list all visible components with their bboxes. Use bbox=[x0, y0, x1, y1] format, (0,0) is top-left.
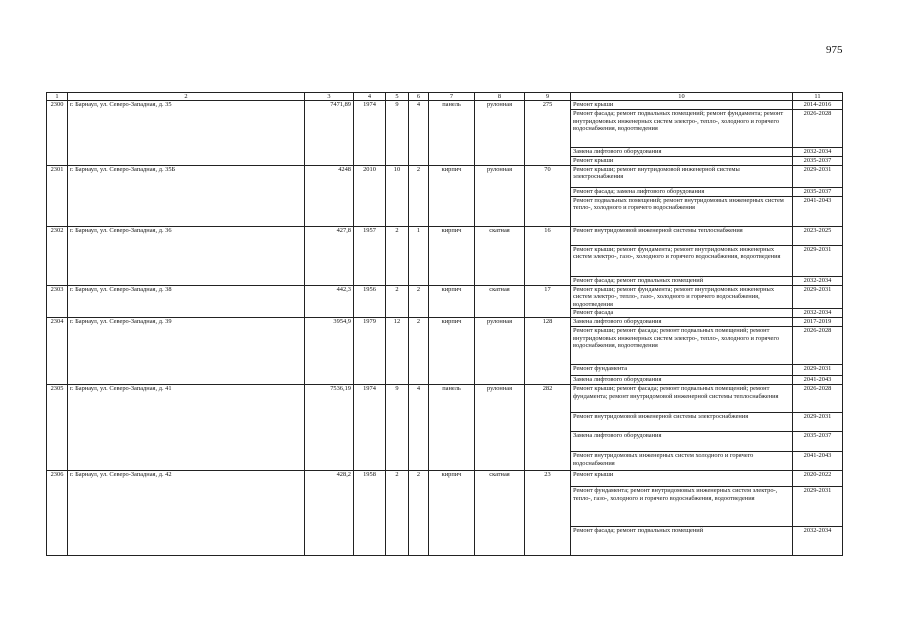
work-period: 2014-2016 bbox=[793, 101, 843, 110]
column-number: 3 bbox=[305, 93, 354, 101]
floors-cell: 9 bbox=[386, 101, 409, 166]
table-row bbox=[47, 101, 843, 110]
entrances-cell: 4 bbox=[409, 101, 429, 166]
work-period: 2020-2022 bbox=[793, 470, 843, 486]
work-period: 2029-2031 bbox=[793, 245, 843, 276]
work-period: 2017-2019 bbox=[793, 318, 843, 327]
entrances-cell: 1 bbox=[409, 226, 429, 285]
address-cell: г. Барнаул, ул. Северо-Западная, д. 39 bbox=[68, 318, 305, 385]
roof-type-cell: рулонная bbox=[475, 101, 525, 166]
row-number: 2306 bbox=[47, 470, 68, 555]
column-number: 11 bbox=[793, 93, 843, 101]
roof-type-cell: скатная bbox=[475, 226, 525, 285]
entrances-cell: 4 bbox=[409, 384, 429, 470]
work-period: 2029-2031 bbox=[793, 486, 843, 526]
work-description: Ремонт крыши bbox=[571, 101, 793, 110]
year-cell: 1957 bbox=[354, 226, 386, 285]
area-cell: 442,3 bbox=[305, 285, 354, 318]
table-row bbox=[47, 165, 843, 187]
roof-type-cell: рулонная bbox=[475, 384, 525, 470]
work-description: Ремонт крыши; ремонт внутридомовой инженерной системы электроснабжения bbox=[571, 165, 793, 187]
work-description: Замена лифтового оборудования bbox=[571, 318, 793, 327]
wall-material-cell: кирпич bbox=[429, 470, 475, 555]
work-description: Ремонт фасада; ремонт подвальных помещений; ремонт фундамента; ремонт внутридомовых инженерных систем электро-, тепло-, холодного и горячего водоснабжения, водоотведения bbox=[571, 110, 793, 148]
column-9-cell: 128 bbox=[525, 318, 571, 385]
work-period: 2029-2031 bbox=[793, 412, 843, 431]
column-number: 7 bbox=[429, 93, 475, 101]
work-period: 2035-2037 bbox=[793, 157, 843, 166]
row-number: 2300 bbox=[47, 101, 68, 166]
work-period: 2032-2034 bbox=[793, 148, 843, 157]
entrances-cell: 2 bbox=[409, 470, 429, 555]
table-row bbox=[47, 384, 843, 412]
table-row bbox=[47, 470, 843, 486]
entrances-cell: 2 bbox=[409, 318, 429, 385]
work-description: Ремонт фасада; ремонт подвальных помещений bbox=[571, 526, 793, 555]
address-cell: г. Барнаул, ул. Северо-Западная, д. 42 bbox=[68, 470, 305, 555]
area-cell: 7536,19 bbox=[305, 384, 354, 470]
work-description: Ремонт крыши; ремонт фундамента; ремонт внутридомовых инженерных систем электро-, тепло-, газо-, холодного и горячего водоснабжения, водоотведения bbox=[571, 285, 793, 309]
entrances-cell: 2 bbox=[409, 285, 429, 318]
table-row bbox=[47, 285, 843, 309]
work-description: Ремонт внутридомовой инженерной системы электроснабжения bbox=[571, 412, 793, 431]
year-cell: 1979 bbox=[354, 318, 386, 385]
wall-material-cell: кирпич bbox=[429, 285, 475, 318]
work-description: Ремонт внутридомовых инженерных систем холодного и горячего водоснабжения bbox=[571, 451, 793, 470]
roof-type-cell: рулонная bbox=[475, 318, 525, 385]
wall-material-cell: кирпич bbox=[429, 318, 475, 385]
work-description: Замена лифтового оборудования bbox=[571, 148, 793, 157]
work-period: 2035-2037 bbox=[793, 187, 843, 196]
work-period: 2029-2031 bbox=[793, 285, 843, 309]
work-period: 2041-2043 bbox=[793, 451, 843, 470]
table-row bbox=[47, 318, 843, 327]
work-period: 2029-2031 bbox=[793, 364, 843, 375]
table-body bbox=[47, 101, 843, 556]
roof-type-cell: рулонная bbox=[475, 165, 525, 226]
work-period: 2032-2034 bbox=[793, 309, 843, 318]
address-cell: г. Барнаул, ул. Северо-Западная, д. 35Б bbox=[68, 165, 305, 226]
work-description: Замена лифтового оборудования bbox=[571, 431, 793, 451]
area-cell: 427,8 bbox=[305, 226, 354, 285]
work-description: Ремонт крыши; ремонт фасада; ремонт подвальных помещений; ремонт внутридомовых инженерных систем электро-, тепло-, холодного и горячего водоснабжения, водоотведения bbox=[571, 326, 793, 364]
work-period: 2032-2034 bbox=[793, 276, 843, 285]
work-period: 2041-2043 bbox=[793, 196, 843, 226]
address-cell: г. Барнаул, ул. Северо-Западная, д. 35 bbox=[68, 101, 305, 166]
column-9-cell: 17 bbox=[525, 285, 571, 318]
year-cell: 1958 bbox=[354, 470, 386, 555]
floors-cell: 2 bbox=[386, 226, 409, 285]
address-cell: г. Барнаул, ул. Северо-Западная, д. 41 bbox=[68, 384, 305, 470]
work-description: Ремонт фундамента; ремонт внутридомовых инженерных систем электро-, тепло-, газо-, холодного и горячего водоснабжения, водоотведения bbox=[571, 486, 793, 526]
work-description: Ремонт внутридомовой инженерной системы теплоснабжения bbox=[571, 226, 793, 245]
floors-cell: 2 bbox=[386, 470, 409, 555]
work-description: Замена лифтового оборудования bbox=[571, 375, 793, 384]
area-cell: 3954,9 bbox=[305, 318, 354, 385]
work-description: Ремонт фасада; замена лифтового оборудования bbox=[571, 187, 793, 196]
work-period: 2026-2028 bbox=[793, 384, 843, 412]
row-number: 2302 bbox=[47, 226, 68, 285]
area-cell: 7471,89 bbox=[305, 101, 354, 166]
column-number: 2 bbox=[68, 93, 305, 101]
column-9-cell: 23 bbox=[525, 470, 571, 555]
column-9-cell: 275 bbox=[525, 101, 571, 166]
column-number: 4 bbox=[354, 93, 386, 101]
work-description: Ремонт крыши bbox=[571, 157, 793, 166]
work-description: Ремонт фасада bbox=[571, 309, 793, 318]
row-number: 2305 bbox=[47, 384, 68, 470]
floors-cell: 12 bbox=[386, 318, 409, 385]
roof-type-cell: скатная bbox=[475, 285, 525, 318]
work-period: 2041-2043 bbox=[793, 375, 843, 384]
table-row bbox=[47, 226, 843, 245]
work-description: Ремонт подвальных помещений; ремонт внутридомовых инженерных систем тепло-, холодного и горячего водоснабжения bbox=[571, 196, 793, 226]
year-cell: 1956 bbox=[354, 285, 386, 318]
column-number: 9 bbox=[525, 93, 571, 101]
work-description: Ремонт крыши bbox=[571, 470, 793, 486]
work-period: 2023-2025 bbox=[793, 226, 843, 245]
floors-cell: 10 bbox=[386, 165, 409, 226]
work-period: 2032-2034 bbox=[793, 526, 843, 555]
work-period: 2026-2028 bbox=[793, 110, 843, 148]
area-cell: 428,2 bbox=[305, 470, 354, 555]
work-description: Ремонт фундамента bbox=[571, 364, 793, 375]
column-number: 8 bbox=[475, 93, 525, 101]
year-cell: 2010 bbox=[354, 165, 386, 226]
roof-type-cell: скатная bbox=[475, 470, 525, 555]
address-cell: г. Барнаул, ул. Северо-Западная, д. 38 bbox=[68, 285, 305, 318]
floors-cell: 9 bbox=[386, 384, 409, 470]
wall-material-cell: панель bbox=[429, 101, 475, 166]
work-period: 2035-2037 bbox=[793, 431, 843, 451]
year-cell: 1974 bbox=[354, 384, 386, 470]
column-9-cell: 16 bbox=[525, 226, 571, 285]
column-number: 5 bbox=[386, 93, 409, 101]
page-number: 975 bbox=[826, 44, 843, 56]
wall-material-cell: панель bbox=[429, 384, 475, 470]
row-number: 2304 bbox=[47, 318, 68, 385]
column-number: 1 bbox=[47, 93, 68, 101]
work-period: 2026-2028 bbox=[793, 326, 843, 364]
wall-material-cell: кирпич bbox=[429, 226, 475, 285]
column-number: 10 bbox=[571, 93, 793, 101]
column-number-header bbox=[47, 93, 843, 101]
work-description: Ремонт крыши; ремонт фасада; ремонт подвальных помещений; ремонт фундамента; ремонт внутридомовой инженерной системы теплоснабжения bbox=[571, 384, 793, 412]
wall-material-cell: кирпич bbox=[429, 165, 475, 226]
entrances-cell: 2 bbox=[409, 165, 429, 226]
work-description: Ремонт фасада; ремонт подвальных помещений bbox=[571, 276, 793, 285]
repair-schedule-table bbox=[46, 92, 843, 556]
floors-cell: 2 bbox=[386, 285, 409, 318]
column-9-cell: 282 bbox=[525, 384, 571, 470]
row-number: 2301 bbox=[47, 165, 68, 226]
row-number: 2303 bbox=[47, 285, 68, 318]
work-period: 2029-2031 bbox=[793, 165, 843, 187]
header-row bbox=[47, 93, 843, 101]
work-description: Ремонт крыши; ремонт фундамента; ремонт внутридомовых инженерных систем электро-, газо-, холодного и горячего водоснабжения, водоотведения bbox=[571, 245, 793, 276]
column-number: 6 bbox=[409, 93, 429, 101]
address-cell: г. Барнаул, ул. Северо-Западная, д. 36 bbox=[68, 226, 305, 285]
column-9-cell: 70 bbox=[525, 165, 571, 226]
area-cell: 4248 bbox=[305, 165, 354, 226]
year-cell: 1974 bbox=[354, 101, 386, 166]
